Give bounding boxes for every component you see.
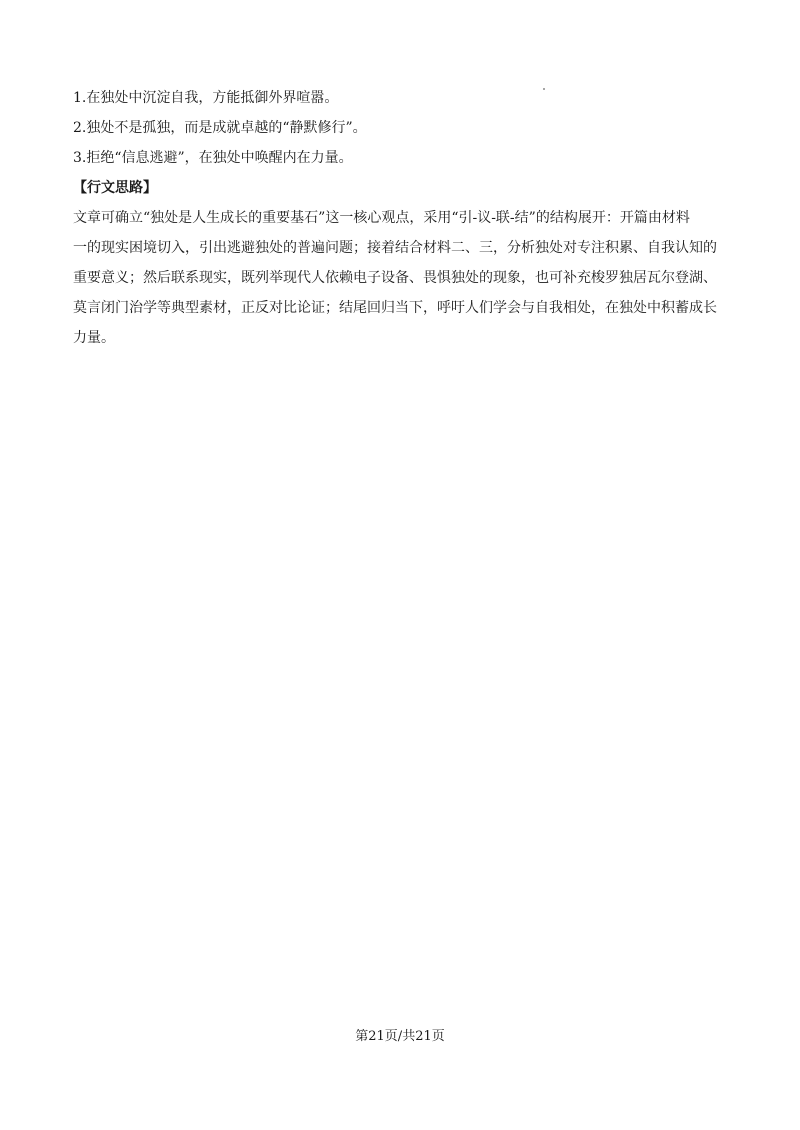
point-item-2: 2.独处不是孤独，而是成就卓越的“静默修行”。 — [73, 120, 367, 136]
section-heading: 【行文思路】 — [73, 180, 157, 196]
paragraph-line-2: 一的现实困境切入，引出逃避独处的普遍问题；接着结合材料二、三，分析独处对专注积累、自我认知的 — [73, 240, 717, 256]
writing-approach-paragraph — [73, 203, 738, 353]
page-number: 第21页/共21页 — [355, 1029, 445, 1044]
paragraph-line-1: 文章可确立“独处是人生成长的重要基石”这一核心观点，采用“引-议-联-结”的结构展开：开篇由材料 — [73, 210, 690, 226]
paragraph-line-4: 莫言闭门治学等典型素材，正反对比论证；结尾回归当下，呼吁人们学会与自我相处，在独处中积蓄成长 — [73, 300, 717, 316]
point-item-1: 1.在独处中沉淀自我，方能抵御外界喧嚣。 — [73, 90, 339, 106]
point-item-3: 3.拒绝“信息逃避”，在独处中唤醒内在力量。 — [73, 150, 353, 166]
answer-content — [73, 83, 738, 353]
paragraph-line-5: 力量。 — [73, 330, 115, 346]
paragraph-line-3: 重要意义；然后联系现实，既列举现代人依赖电子设备、畏惧独处的现象，也可补充梭罗独居瓦尔登湖、 — [73, 270, 717, 286]
